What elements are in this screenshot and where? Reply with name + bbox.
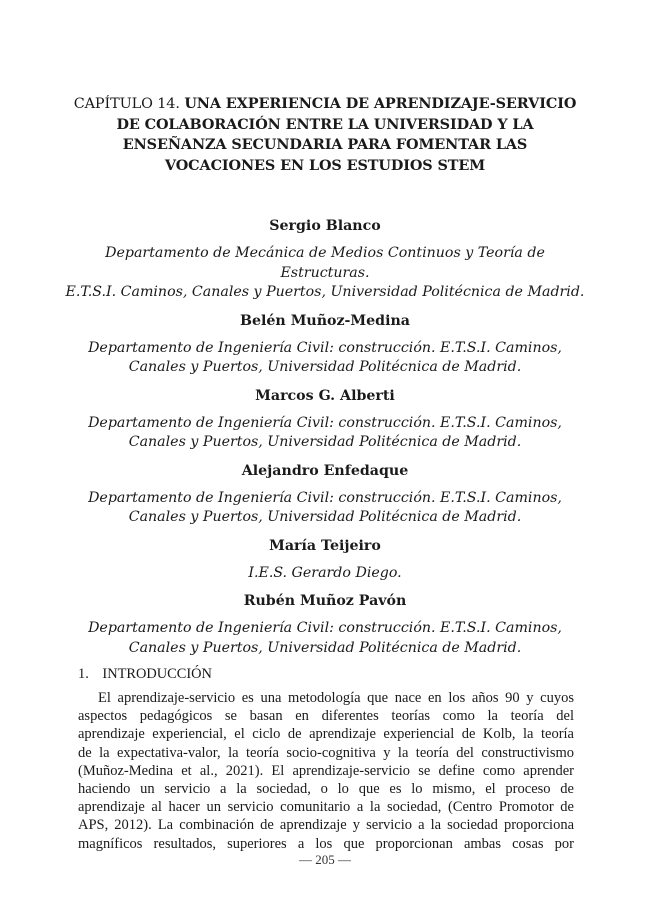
author-list xyxy=(60,216,590,666)
affiliation-line: Departamento de Ingeniería Civil: construcción. E.T.S.I. Caminos, xyxy=(88,620,562,636)
section-heading xyxy=(78,664,212,684)
affiliation-line: Canales y Puertos, Universidad Politécnica de Madrid. xyxy=(128,359,522,375)
paragraph-line: haciendo un servicio a la sociedad, o lo que es lo mismo, el proceso de xyxy=(78,781,574,798)
affiliation-line: Canales y Puertos, Universidad Politécnica de Madrid. xyxy=(128,509,522,525)
page-number: — 205 — xyxy=(299,852,351,867)
chapter-title-text: UNA EXPERIENCIA DE APRENDIZAJE-SERVICIO xyxy=(184,95,577,112)
chapter-prefix: CAPÍTULO 14. xyxy=(73,96,180,112)
paragraph-line: aprendizaje al hacer un servicio comunitario a la sociedad, (Centro Promotor de xyxy=(78,799,574,816)
paragraph-line: de la expectativa-valor, la teoría socio-cognitiva y la teoría del constructivismo xyxy=(78,744,574,761)
section-title: INTRODUCCIÓN xyxy=(102,666,212,682)
author-name: Marcos G. Alberti xyxy=(255,387,395,404)
affiliation-line: E.T.S.I. Caminos, Canales y Puertos, Universidad Politécnica de Madrid. xyxy=(65,284,585,300)
section-number: 1. xyxy=(78,666,89,682)
affiliation-line: Departamento de Mecánica de Medios Continuos y Teoría de Estructuras. xyxy=(105,245,545,281)
author-affiliation xyxy=(60,339,590,378)
paragraph-line: El aprendizaje-servicio es una metodología que nace en los años 90 y cuyos xyxy=(98,690,574,706)
affiliation-line: Departamento de Ingeniería Civil: construcción. E.T.S.I. Caminos, xyxy=(88,489,562,506)
author-affiliation xyxy=(60,244,590,303)
paragraph-line: aprendizaje experiencial, el ciclo de aprendizaje experiencial de Kolb, la teoría xyxy=(78,726,574,743)
author-name: Sergio Blanco xyxy=(269,218,381,234)
author-affiliation xyxy=(60,564,590,584)
author-name: Alejandro Enfedaque xyxy=(241,462,409,479)
affiliation-line: I.E.S. Gerardo Diego. xyxy=(248,564,402,581)
paragraph-line: magníficos resultados, superiores a los que proporcionan ambas cosas por xyxy=(78,835,574,852)
body-paragraph xyxy=(78,689,574,853)
affiliation-line: Canales y Puertos, Universidad Politécnica de Madrid. xyxy=(128,434,522,450)
author-name: María Teijeiro xyxy=(269,537,381,554)
chapter-title-line: ENSEÑANZA SECUNDARIA PARA FOMENTAR LAS xyxy=(122,136,528,153)
author-name: Rubén Muñoz Pavón xyxy=(243,593,407,609)
author-affiliation xyxy=(60,414,590,453)
paragraph-line: (Muñoz-Medina et al., 2021). El aprendizaje-servicio se define como aprender xyxy=(78,762,574,779)
affiliation-line: Departamento de Ingeniería Civil: construcción. E.T.S.I. Caminos, xyxy=(88,339,562,356)
affiliation-line: Departamento de Ingeniería Civil: construcción. E.T.S.I. Caminos, xyxy=(88,414,562,431)
paragraph-line: APS, 2012). La combinación de aprendizaje y servicio a la sociedad proporciona xyxy=(78,817,574,834)
chapter-title xyxy=(70,94,580,176)
author-name: Belén Muñoz-Medina xyxy=(240,312,410,329)
chapter-title-line: VOCACIONES EN LOS ESTUDIOS STEM xyxy=(164,156,486,174)
author-affiliation xyxy=(60,619,590,658)
chapter-title-line: DE COLABORACIÓN ENTRE LA UNIVERSIDAD Y LA xyxy=(116,115,534,133)
chapter-title-line xyxy=(70,94,580,115)
paragraph-line: aspectos pedagógicos se basan en diferentes teorías como la teoría del xyxy=(78,708,574,725)
author-affiliation xyxy=(60,489,590,528)
affiliation-line: Canales y Puertos, Universidad Politécnica de Madrid. xyxy=(128,639,522,656)
